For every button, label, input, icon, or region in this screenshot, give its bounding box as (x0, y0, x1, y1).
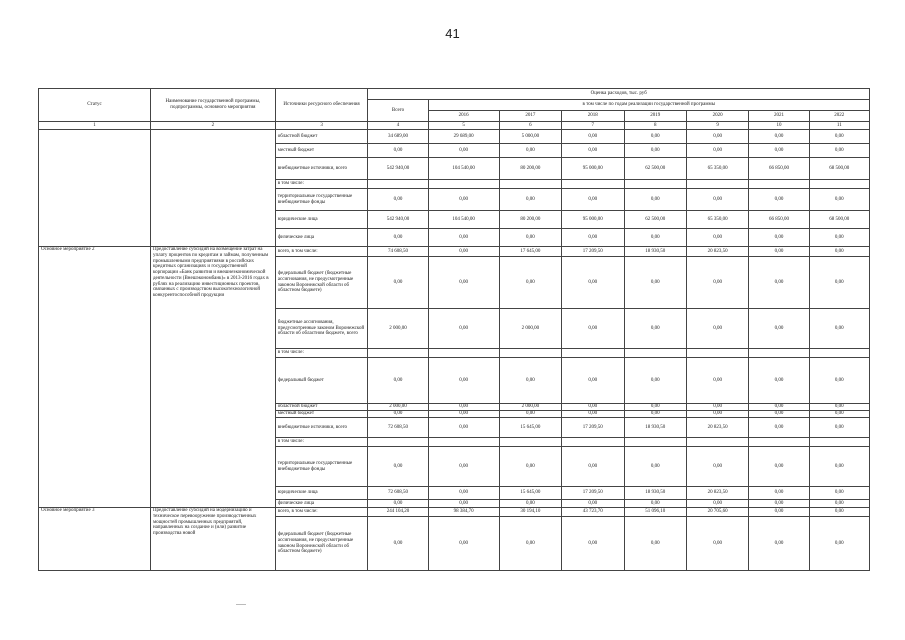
amount-cell (428, 349, 499, 358)
funding-source-label: федеральный бюджет (275, 358, 368, 404)
amount-cell (562, 349, 624, 358)
amount-cell: 80 200,00 (499, 158, 561, 180)
amount-cell: 51 096,10 (624, 508, 686, 517)
funding-source-label: федеральный бюджет (бюджетные ассигнования, не предусмотренные законом Воронежской области об областном бюджете) (275, 517, 368, 571)
amount-cell: 0,00 (368, 411, 428, 418)
amount-cell: 2 000,00 (499, 404, 561, 411)
amount-cell (499, 349, 561, 358)
amount-cell: 0,00 (428, 411, 499, 418)
amount-cell: 0,00 (809, 500, 869, 508)
amount-cell: 0,00 (749, 358, 809, 404)
year-header: 2018 (562, 111, 624, 122)
funding-source-label: физические лица (275, 500, 368, 508)
amount-cell: 0,00 (562, 144, 624, 158)
funding-source-label: областной бюджет (275, 404, 368, 411)
amount-cell: 0,00 (368, 189, 428, 211)
year-header: 2017 (499, 111, 561, 122)
column-index: 3 (275, 122, 368, 130)
amount-cell: 244 104,20 (368, 508, 428, 517)
amount-cell: 0,00 (624, 411, 686, 418)
funding-source-label: всего, в том числе: (275, 247, 368, 257)
amount-cell: 0,00 (428, 229, 499, 247)
amount-cell: 0,00 (562, 189, 624, 211)
amount-cell: 104 540,00 (428, 158, 499, 180)
amount-cell: 0,00 (749, 144, 809, 158)
amount-cell (749, 180, 809, 189)
amount-cell: 0,00 (686, 130, 748, 144)
status-cell: Основное мероприятие 3 (39, 508, 151, 571)
amount-cell: 0,00 (809, 130, 869, 144)
amount-cell: 74 608,50 (368, 247, 428, 257)
amount-cell: 0,00 (686, 189, 748, 211)
amount-cell: 0,00 (809, 508, 869, 517)
status-cell: Основное мероприятие 2 (39, 247, 151, 508)
amount-cell: 17 209,50 (562, 487, 624, 500)
amount-cell: 17 209,50 (562, 418, 624, 438)
amount-cell: 0,00 (749, 447, 809, 487)
amount-cell: 0,00 (624, 517, 686, 571)
amount-cell: 0,00 (809, 411, 869, 418)
amount-cell (562, 180, 624, 189)
amount-cell: 20 823,50 (686, 487, 748, 500)
amount-cell: 0,00 (624, 144, 686, 158)
amount-cell (624, 438, 686, 447)
amount-cell: 0,00 (368, 517, 428, 571)
funding-source-label: территориальные государственные внебюджетные фонды (275, 447, 368, 487)
amount-cell: 0,00 (809, 358, 869, 404)
amount-cell: 0,00 (428, 487, 499, 500)
year-header: 2019 (624, 111, 686, 122)
amount-cell: 0,00 (749, 418, 809, 438)
amount-cell: 0,00 (809, 517, 869, 571)
funding-source-label: внебюджетные источники, всего (275, 158, 368, 180)
amount-cell: 0,00 (749, 404, 809, 411)
column-index: 8 (624, 122, 686, 130)
funding-source-label: бюджетные ассигнования, предусмотренные законом Воронежской области об областном бюджете, всего (275, 309, 368, 349)
amount-cell: 17 209,50 (562, 247, 624, 257)
amount-cell: 80 200,00 (499, 211, 561, 229)
by-years-header: в том числе по годам реализации государственной программы (428, 100, 869, 111)
funding-source-label: федеральный бюджет (бюджетные ассигнования, не предусмотренные законом Воронежской области об областном бюджете) (275, 257, 368, 309)
amount-cell: 0,00 (749, 309, 809, 349)
amount-cell: 0,00 (624, 500, 686, 508)
amount-cell: 17 645,00 (499, 247, 561, 257)
amount-cell: 20 705,60 (686, 508, 748, 517)
amount-cell: 0,00 (749, 257, 809, 309)
amount-cell: 0,00 (562, 517, 624, 571)
amount-cell: 0,00 (624, 189, 686, 211)
amount-cell (428, 180, 499, 189)
amount-cell: 18 930,50 (624, 418, 686, 438)
amount-cell: 0,00 (368, 500, 428, 508)
amount-cell: 0,00 (686, 257, 748, 309)
amount-cell: 0,00 (624, 309, 686, 349)
column-index: 4 (368, 122, 428, 130)
amount-cell: 0,00 (624, 229, 686, 247)
amount-cell: 104 540,00 (428, 211, 499, 229)
page-number: 41 (445, 26, 460, 41)
status-header: Статус (39, 89, 151, 122)
amount-cell: 0,00 (749, 247, 809, 257)
column-index-row (39, 122, 870, 130)
year-header: 2016 (428, 111, 499, 122)
amount-cell: 0,00 (749, 189, 809, 211)
amount-cell: 0,00 (809, 487, 869, 500)
amount-cell: 20 823,50 (686, 418, 748, 438)
amount-cell: 2 000,00 (368, 404, 428, 411)
column-index: 9 (686, 122, 748, 130)
amount-cell: 0,00 (428, 257, 499, 309)
column-index: 10 (749, 122, 809, 130)
amount-cell: 72 608,50 (368, 487, 428, 500)
amount-cell: 0,00 (499, 189, 561, 211)
column-index: 5 (428, 122, 499, 130)
amount-cell: 34 689,00 (368, 130, 428, 144)
year-header: 2020 (686, 111, 748, 122)
amount-cell: 0,00 (809, 309, 869, 349)
amount-cell: 0,00 (809, 257, 869, 309)
amount-cell: 2 000,00 (368, 309, 428, 349)
funding-source-label: в том числе: (275, 180, 368, 189)
amount-cell: 0,00 (562, 411, 624, 418)
amount-cell (809, 180, 869, 189)
footer-mark (236, 604, 246, 605)
year-header: 2022 (809, 111, 869, 122)
amount-cell: 15 645,00 (499, 487, 561, 500)
amount-cell (749, 349, 809, 358)
amount-cell: 68 500,00 (809, 211, 869, 229)
amount-cell: 0,00 (562, 500, 624, 508)
amount-cell: 62 500,00 (624, 211, 686, 229)
amount-cell: 29 689,00 (428, 130, 499, 144)
amount-cell: 0,00 (809, 404, 869, 411)
amount-cell: 0,00 (368, 144, 428, 158)
status-cell (39, 130, 151, 247)
amount-cell: 18 930,50 (624, 247, 686, 257)
amount-cell: 0,00 (499, 144, 561, 158)
program-name-cell: Предоставление субсидий на возмещение затрат на уплату процентов по кредитам и займам, полученным промышленными предприятиями в российских кредитных организациях и государственной корпорации «Банк развития и внешнеэкономической деятельности (Внешэкономбанк)» в 2013-2016 годах в рублях на реализацию инвестиционных проектов, связанных с производством высокотехнологичной конкурентоспособной продукции (150, 247, 275, 508)
amount-cell (499, 180, 561, 189)
amount-cell: 0,00 (562, 257, 624, 309)
amount-cell: 20 823,50 (686, 247, 748, 257)
amount-cell: 72 608,50 (368, 418, 428, 438)
amount-cell (686, 438, 748, 447)
funding-source-label: местный бюджет (275, 144, 368, 158)
amount-cell: 0,00 (686, 229, 748, 247)
amount-cell: 0,00 (624, 404, 686, 411)
amount-cell: 0,00 (428, 309, 499, 349)
amount-cell: 0,00 (624, 358, 686, 404)
amount-cell: 0,00 (686, 517, 748, 571)
funding-source-label: территориальные государственные внебюджетные фонды (275, 189, 368, 211)
amount-cell: 0,00 (562, 229, 624, 247)
amount-cell: 0,00 (499, 411, 561, 418)
amount-cell: 0,00 (809, 144, 869, 158)
amount-cell: 65 350,00 (686, 211, 748, 229)
amount-cell (562, 438, 624, 447)
amount-cell: 0,00 (562, 447, 624, 487)
amount-cell: 68 500,00 (809, 158, 869, 180)
amount-cell: 0,00 (428, 358, 499, 404)
amount-cell: 0,00 (809, 189, 869, 211)
amount-cell: 542 940,00 (368, 158, 428, 180)
table-row (39, 247, 870, 257)
column-index: 6 (499, 122, 561, 130)
amount-cell: 0,00 (749, 487, 809, 500)
estimate-header: Оценка расходов, тыс. руб (368, 89, 870, 100)
year-header: 2021 (749, 111, 809, 122)
amount-cell (368, 180, 428, 189)
amount-cell: 0,00 (428, 189, 499, 211)
amount-cell (499, 438, 561, 447)
amount-cell: 0,00 (624, 130, 686, 144)
amount-cell: 0,00 (749, 411, 809, 418)
amount-cell: 62 500,00 (624, 158, 686, 180)
amount-cell (809, 349, 869, 358)
column-index: 11 (809, 122, 869, 130)
amount-cell (368, 438, 428, 447)
amount-cell (624, 180, 686, 189)
amount-cell: 95 000,00 (562, 158, 624, 180)
amount-cell: 0,00 (809, 229, 869, 247)
amount-cell: 0,00 (686, 447, 748, 487)
funding-sources-header: Источники ресурсного обеспечения (275, 89, 368, 122)
amount-cell: 0,00 (428, 418, 499, 438)
amount-cell (749, 438, 809, 447)
column-index: 1 (39, 122, 151, 130)
budget-table (38, 88, 870, 571)
amount-cell: 0,00 (749, 229, 809, 247)
funding-source-label: всего, в том числе: (275, 508, 368, 517)
funding-source-label: в том числе: (275, 349, 368, 358)
program-name-cell: Предоставление субсидий на модернизацию и техническое перевооружение производственных мощностей промышленных предприятий, направленных на создание и (или) развитие производства новой (150, 508, 275, 571)
amount-cell: 0,00 (809, 447, 869, 487)
amount-cell: 0,00 (686, 411, 748, 418)
amount-cell: 0,00 (428, 500, 499, 508)
funding-source-label: в том числе: (275, 438, 368, 447)
amount-cell: 0,00 (428, 517, 499, 571)
total-header: Всего (368, 100, 428, 122)
amount-cell: 0,00 (749, 508, 809, 517)
amount-cell: 0,00 (562, 404, 624, 411)
funding-source-label: юридические лица (275, 211, 368, 229)
amount-cell (368, 349, 428, 358)
funding-source-label: областной бюджет (275, 130, 368, 144)
amount-cell: 0,00 (749, 130, 809, 144)
amount-cell: 0,00 (624, 257, 686, 309)
amount-cell: 43 723,70 (562, 508, 624, 517)
amount-cell: 30 194,10 (499, 508, 561, 517)
amount-cell: 0,00 (428, 247, 499, 257)
amount-cell: 0,00 (499, 500, 561, 508)
amount-cell: 0,00 (499, 358, 561, 404)
amount-cell: 0,00 (562, 130, 624, 144)
amount-cell: 0,00 (428, 447, 499, 487)
amount-cell: 0,00 (368, 257, 428, 309)
amount-cell: 0,00 (686, 144, 748, 158)
amount-cell: 0,00 (809, 418, 869, 438)
funding-source-label: внебюджетные источники, всего (275, 418, 368, 438)
funding-source-label: физические лица (275, 229, 368, 247)
amount-cell: 66 850,00 (749, 211, 809, 229)
column-index: 7 (562, 122, 624, 130)
amount-cell: 65 350,00 (686, 158, 748, 180)
amount-cell: 0,00 (809, 247, 869, 257)
amount-cell: 0,00 (368, 229, 428, 247)
amount-cell: 66 850,00 (749, 158, 809, 180)
amount-cell: 0,00 (562, 358, 624, 404)
funding-source-label: юридические лица (275, 487, 368, 500)
amount-cell: 0,00 (624, 447, 686, 487)
amount-cell: 15 645,00 (499, 418, 561, 438)
amount-cell: 98 384,70 (428, 508, 499, 517)
amount-cell: 0,00 (749, 517, 809, 571)
amount-cell: 542 940,00 (368, 211, 428, 229)
amount-cell: 0,00 (499, 447, 561, 487)
amount-cell: 2 000,00 (499, 309, 561, 349)
amount-cell: 0,00 (368, 447, 428, 487)
table-row (39, 508, 870, 517)
amount-cell: 18 930,50 (624, 487, 686, 500)
amount-cell: 0,00 (562, 309, 624, 349)
program-name-cell (150, 130, 275, 247)
amount-cell: 0,00 (686, 500, 748, 508)
amount-cell: 0,00 (499, 517, 561, 571)
amount-cell: 0,00 (499, 229, 561, 247)
table-row (39, 130, 870, 144)
program-name-header: Наименование государственной программы, подпрограммы, основного мероприятия (150, 89, 275, 122)
amount-cell (809, 438, 869, 447)
amount-cell: 0,00 (368, 358, 428, 404)
amount-cell (686, 180, 748, 189)
amount-cell: 0,00 (686, 309, 748, 349)
amount-cell: 0,00 (428, 404, 499, 411)
amount-cell: 0,00 (499, 257, 561, 309)
amount-cell (624, 349, 686, 358)
funding-source-label: местный бюджет (275, 411, 368, 418)
amount-cell: 95 000,00 (562, 211, 624, 229)
amount-cell: 5 000,00 (499, 130, 561, 144)
amount-cell (428, 438, 499, 447)
column-index: 2 (150, 122, 275, 130)
amount-cell: 0,00 (749, 500, 809, 508)
amount-cell: 0,00 (686, 404, 748, 411)
amount-cell: 0,00 (686, 358, 748, 404)
amount-cell: 0,00 (428, 144, 499, 158)
amount-cell (686, 349, 748, 358)
